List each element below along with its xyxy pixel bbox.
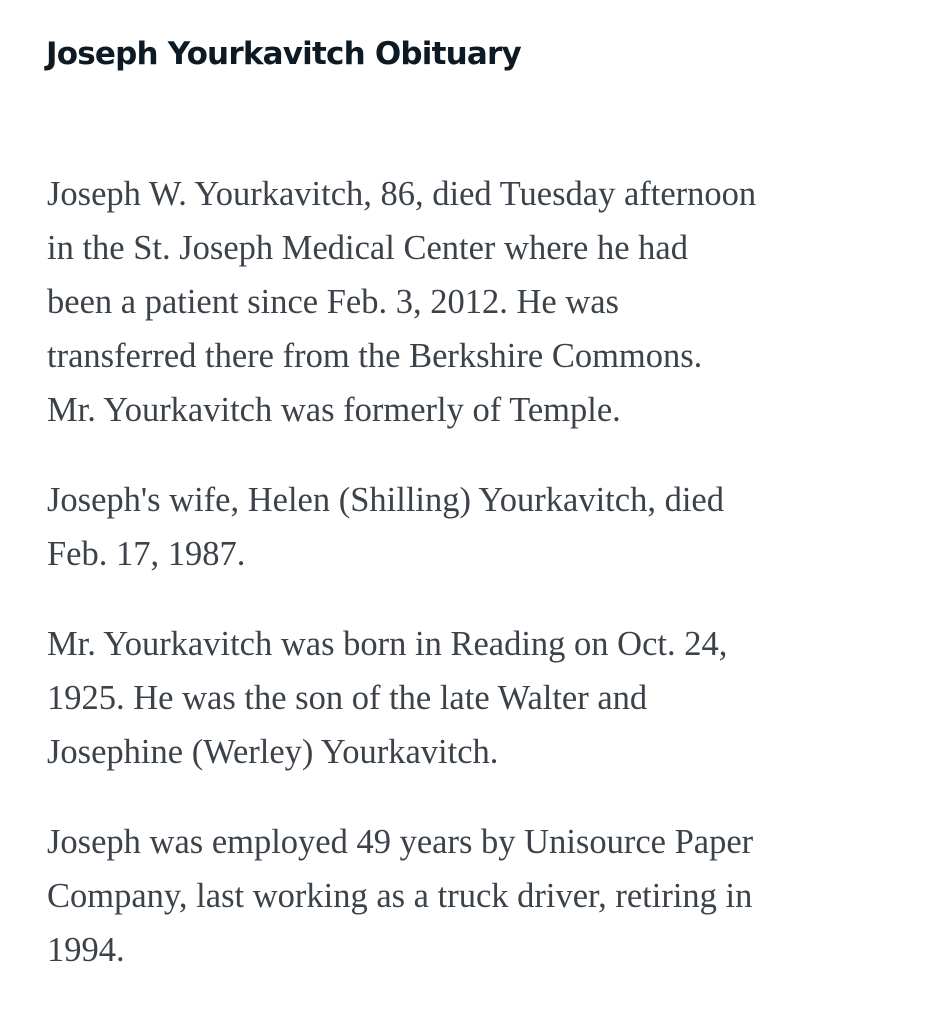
text-line: in the St. Joseph Medical Center where he had: [47, 229, 688, 267]
text-line: Feb. 17, 1987.: [47, 535, 246, 573]
text-line: Joseph W. Yourkavitch, 86, died Tuesday afternoon: [47, 175, 757, 213]
paragraph-employment: [47, 815, 927, 977]
text-line: 1925. He was the son of the late Walter and: [47, 679, 648, 717]
text-line: Joseph's wife, Helen (Shilling) Yourkavitch, died: [47, 481, 724, 519]
text-line: been a patient since Feb. 3, 2012. He was: [47, 283, 619, 321]
text-line: Mr. Yourkavitch was born in Reading on Oct. 24,: [47, 625, 728, 663]
text-line: Joseph was employed 49 years by Unisource Paper: [47, 823, 754, 861]
text-line: Josephine (Werley) Yourkavitch.: [47, 733, 499, 771]
paragraph-death-notice: [47, 167, 927, 437]
paragraph-birth: [47, 617, 927, 779]
text-line: Mr. Yourkavitch was formerly of Temple.: [47, 391, 621, 429]
text-line: transferred there from the Berkshire Commons.: [47, 337, 703, 375]
text-line: 1994.: [47, 931, 125, 969]
paragraph-spouse: [47, 473, 927, 581]
article-body: [47, 167, 927, 1013]
text-line: Company, last working as a truck driver, retiring in: [47, 877, 753, 915]
page-title: Joseph Yourkavitch Obituary: [46, 36, 521, 72]
